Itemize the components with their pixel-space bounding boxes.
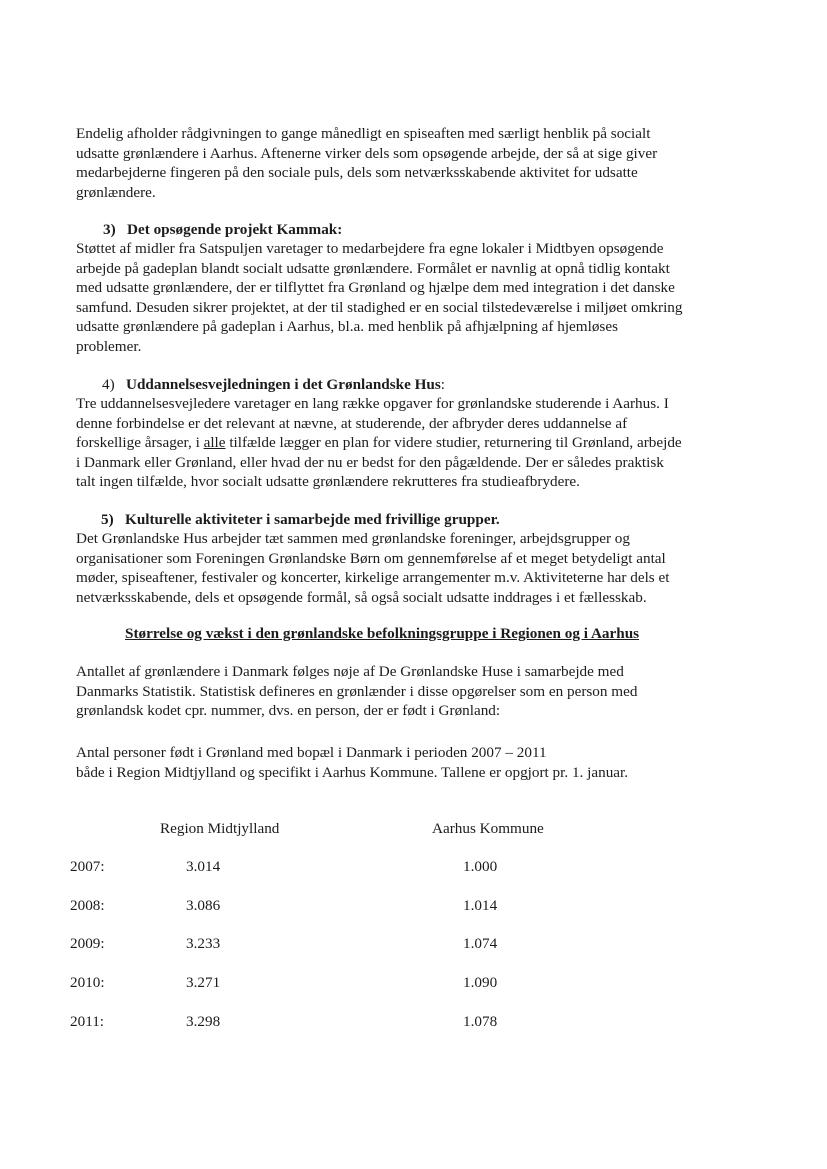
underlined-word: alle: [203, 434, 226, 451]
table-cell-region: 3.014: [186, 858, 221, 875]
table-caption: [76, 743, 756, 782]
intro-paragraph: [76, 124, 756, 202]
table-cell-aarhus: 1.078: [463, 1013, 498, 1030]
section-title-suffix: :: [440, 376, 446, 393]
section-number: 5): [101, 511, 114, 528]
text-line: samfund. Desuden sikrer projektet, at der til stadighed er en social tilstedeværelse i miljøet omkring: [76, 298, 683, 316]
section-heading-4: [102, 375, 445, 395]
text-line: Tre uddannelsesvejledere varetager en lang række opgaver for grønlandske studerende i Aarhus. I: [76, 395, 669, 412]
text-line: grønlændere.: [76, 183, 156, 201]
table-cell-aarhus: 1.000: [463, 858, 498, 875]
section-number: 4): [102, 376, 115, 393]
section-paragraph-5: [76, 529, 756, 607]
text-line: organisationer som Foreningen Grønlandske Børn om gennemførelse af et meget betydeligt antal: [76, 549, 666, 567]
section-title: Kulturelle aktiviteter i samarbejde med frivillige grupper.: [125, 511, 500, 528]
text-segment: tilfælde lægger en plan for videre studier, returnering til Grønland, arbejde: [225, 434, 682, 451]
section-paragraph-3: [76, 239, 756, 356]
table-cell-region: 3.298: [186, 1013, 221, 1030]
text-line: [76, 433, 756, 453]
text-line: Det Grønlandske Hus arbejder tæt sammen med grønlandske foreninger, arbejdsgrupper og: [76, 530, 630, 547]
table-cell-aarhus: 1.074: [463, 935, 498, 952]
section-number: 3): [103, 221, 116, 238]
text-line: både i Region Midtjylland og specifikt i Aarhus Kommune. Tallene er opgjort pr. 1. januar.: [76, 763, 629, 781]
text-line: netværksskabende, dels et opsøgende formål, så også socialt udsatte inddrages i et fællesskab.: [76, 588, 647, 606]
text-segment: forskellige årsager, i: [76, 434, 204, 451]
table-cell-year: 2008:: [70, 897, 105, 914]
table-cell-year: 2009:: [70, 935, 105, 952]
text-line: arbejde på gadeplan blandt socialt udsatte grønlændere. Formålet er navnlig at opnå tidlig kontakt: [76, 259, 670, 277]
text-line: udsatte grønlændere på gadeplan i Aarhus, bl.a. med henblik på afhjælpning af hjemløses: [76, 318, 618, 335]
section-title: Det opsøgende projekt Kammak:: [127, 221, 343, 238]
table-cell-region: 3.233: [186, 935, 221, 952]
table-cell-region: 3.271: [186, 974, 221, 991]
table-cell-aarhus: 1.090: [463, 974, 498, 991]
text-line: grønlandsk kodet cpr. nummer, dvs. en person, der er født i Grønland:: [76, 702, 501, 719]
text-line: Endelig afholder rådgivningen to gange månedligt en spiseaften med særligt henblik på socialt: [76, 125, 651, 142]
table-cell-year: 2010:: [70, 974, 105, 991]
text-line: talt ingen tilfælde, hvor socialt udsatte grønlændere rekrutteres fra studieafbrydere.: [76, 473, 580, 490]
table-header-aarhus: Aarhus Kommune: [432, 820, 544, 837]
population-section-title: Størrelse og vækst i den grønlandske befolkningsgruppe i Regionen og i Aarhus: [125, 625, 640, 642]
population-paragraph: [76, 662, 756, 721]
text-line: denne forbindelse er det relevant at nævne, at studerende, der afbryder deres uddannelse af: [76, 414, 628, 432]
text-line: Støttet af midler fra Satspuljen varetager to medarbejdere fra egne lokaler i Midtbyen opsøgende: [76, 240, 664, 257]
table-cell-year: 2007:: [70, 858, 105, 875]
text-line: møder, spiseaftener, festivaler og koncerter, kirkelige arrangementer m.v. Aktiviteterne har dels et: [76, 569, 670, 586]
section-heading-5: [101, 510, 500, 530]
table-cell-year: 2011:: [70, 1013, 105, 1030]
table-cell-aarhus: 1.014: [463, 897, 498, 914]
table-cell-region: 3.086: [186, 897, 221, 914]
text-line: i Danmark eller Grønland, eller hvad der nu er bedst for den pågældende. Der er således praktisk: [76, 453, 664, 471]
text-line: Danmarks Statistik. Statistisk defineres en grønlænder i disse opgørelser som en person med: [76, 682, 638, 700]
text-line: medarbejderne fingeren på den sociale puls, dels som netværksskabende aktivitet for udsatte: [76, 164, 638, 181]
text-line: med udsatte grønlændere, der er tilflyttet fra Grønland og hjælpe dem med integration i det danske: [76, 279, 675, 296]
table-header-region: Region Midtjylland: [160, 820, 280, 837]
section-paragraph-4: [76, 394, 756, 492]
section-title: Uddannelsesvejledningen i det Grønlandske Hus: [126, 376, 441, 393]
text-line: udsatte grønlændere i Aarhus. Aftenerne virker dels som opsøgende arbejde, der så at sige giver: [76, 144, 658, 162]
text-line: problemer.: [76, 337, 142, 355]
text-line: Antallet af grønlændere i Danmark følges nøje af De Grønlandske Huse i samarbejde med: [76, 663, 624, 680]
section-heading-3: [103, 220, 342, 240]
text-line: Antal personer født i Grønland med bopæl i Danmark i perioden 2007 – 2011: [76, 744, 547, 761]
